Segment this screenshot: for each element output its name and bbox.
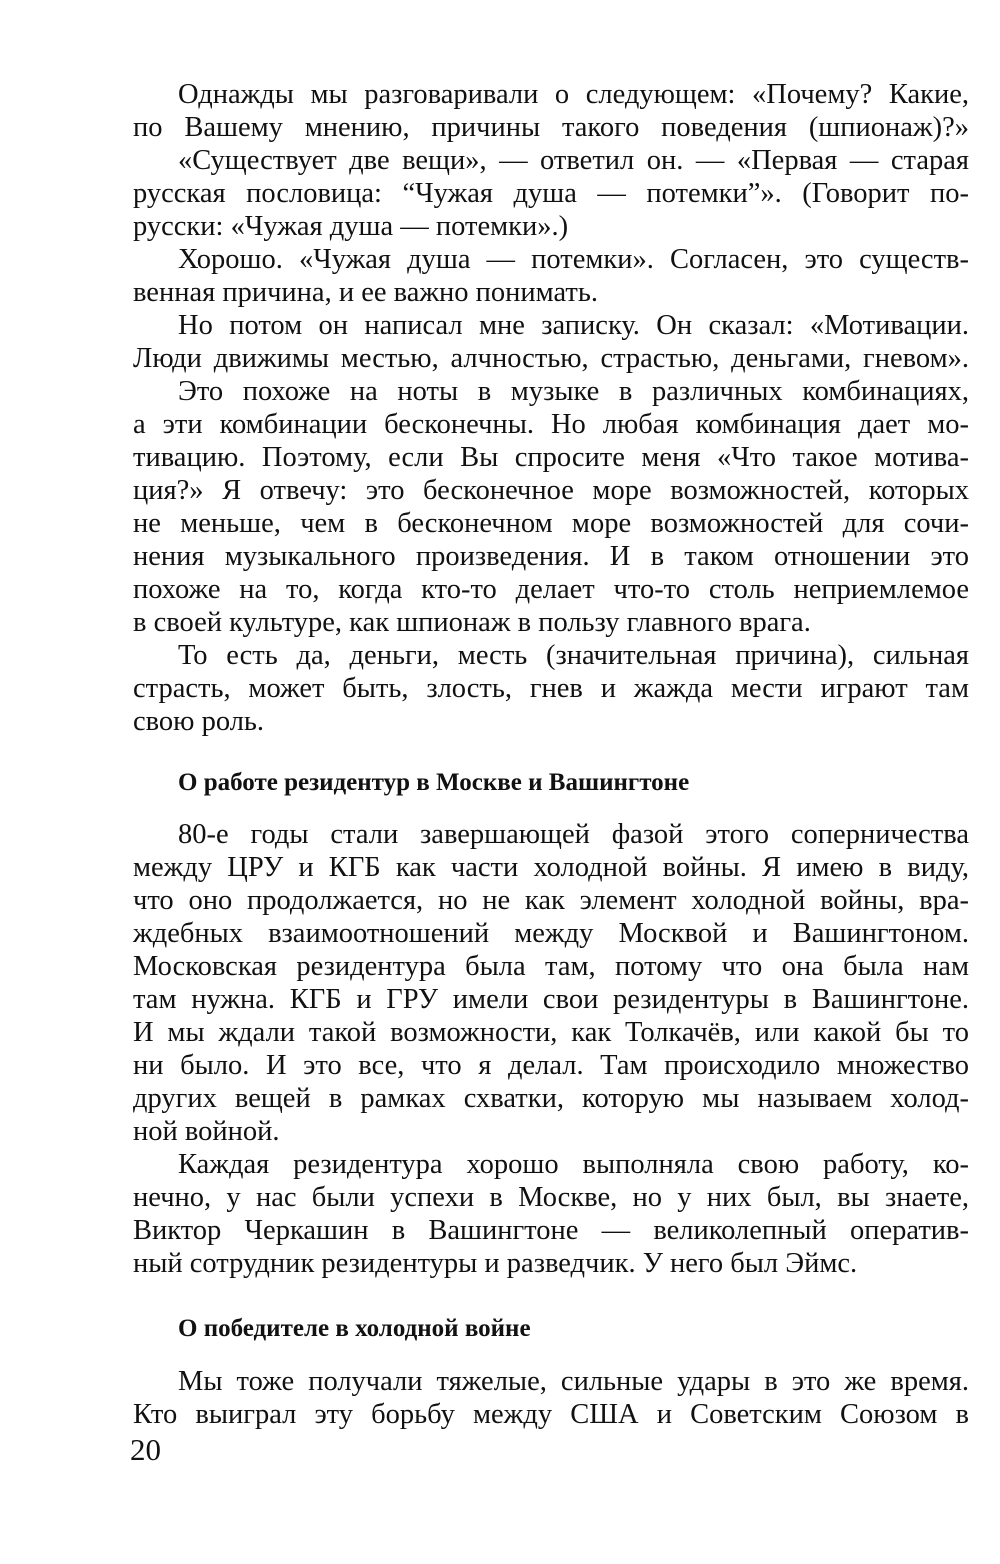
text-line: между ЦРУ и КГБ как части холодной войны. Я имею в виду, [133,852,969,883]
text-line: Это похоже на ноты в музыке в различных комбинациях, [178,376,969,407]
text-line: что оно продолжается, но не как элемент холодной войны, вра- [133,885,969,916]
paragraph-block-2 [133,818,969,1280]
text-line: похоже на то, когда кто-то делает что-то столь неприемлемое [133,574,969,605]
section-heading: О победителе в холодной войне [178,1315,531,1342]
section-heading: О работе резидентур в Москве и Вашингтоне [178,769,690,796]
text-line: по Вашему мнению, причины такого поведения (шпионаж)?» [133,112,969,143]
text-line: Хорошо. «Чужая душа — потемки». Согласен, это существ- [178,244,969,275]
text-line: Виктор Черкашин в Вашингтоне — великолепный оператив- [133,1215,969,1246]
text-line: Каждая резидентура хорошо выполняла свою работу, ко- [178,1149,969,1180]
text-line: Мы тоже получали тяжелые, сильные удары в это же время. [178,1366,969,1397]
text-line: других вещей в рамках схватки, которую мы называем холод- [133,1083,969,1114]
text-line: там нужна. КГБ и ГРУ имели свои резидентуры в Вашингтоне. [133,984,969,1015]
text-line: «Существует две вещи», — ответил он. — «Первая — старая [178,145,969,176]
text-line: а эти комбинации бесконечны. Но любая комбинация дает мо- [133,409,969,440]
text-line: Кто выиграл эту борьбу между США и Советским Союзом в [133,1399,969,1430]
text-line: русски: «Чужая душа — потемки».) [133,211,569,242]
text-line: свою роль. [133,706,265,737]
page-number: 20 [130,1432,161,1467]
text-line: русская пословица: “Чужая душа — потемки”». (Говорит по- [133,178,969,209]
text-line: ждебных взаимоотношений между Москвой и Вашингтоном. [133,918,969,949]
text-line: тивацию. Поэтому, если Вы спросите меня «Что такое мотива- [133,442,969,473]
text-line: То есть да, деньги, месть (значительная причина), сильная [178,640,969,671]
text-line: Московская резидентура была там, потому что она была нам [133,951,969,982]
text-line: в своей культуре, как шпионаж в пользу главного врага. [133,607,811,638]
text-line: венная причина, и ее важно понимать. [133,277,599,308]
text-line: 80-е годы стали завершающей фазой этого соперничества [178,819,969,850]
text-line: ни было. И это все, что я делал. Там происходило множество [133,1050,969,1081]
text-line: Однажды мы разговаривали о следующем: «Почему? Какие, [178,79,969,110]
text-line: ция?» Я отвечу: это бесконечное море возможностей, которых [133,475,969,506]
text-line: Люди движимы местью, алчностью, страстью, деньгами, гневом». [133,343,969,374]
text-line: И мы ждали такой возможности, как Толкачёв, или какой бы то [133,1017,969,1048]
paragraph-block-3 [133,1365,969,1431]
paragraph-block-1 [133,78,969,738]
text-line: нения музыкального произведения. И в таком отношении это [133,541,969,572]
text-line: ный сотрудник резидентуры и разведчик. У него был Эймс. [133,1248,858,1279]
text-line: ной войной. [133,1116,280,1147]
text-line: не меньше, чем в бесконечном море возможностей для сочи- [133,508,969,539]
text-line: Но потом он написал мне записку. Он сказал: «Мотивации. [178,310,969,341]
text-line: нечно, у нас были успехи в Москве, но у них был, вы знаете, [133,1182,969,1213]
text-line: страсть, может быть, злость, гнев и жажда мести играют там [133,673,969,704]
